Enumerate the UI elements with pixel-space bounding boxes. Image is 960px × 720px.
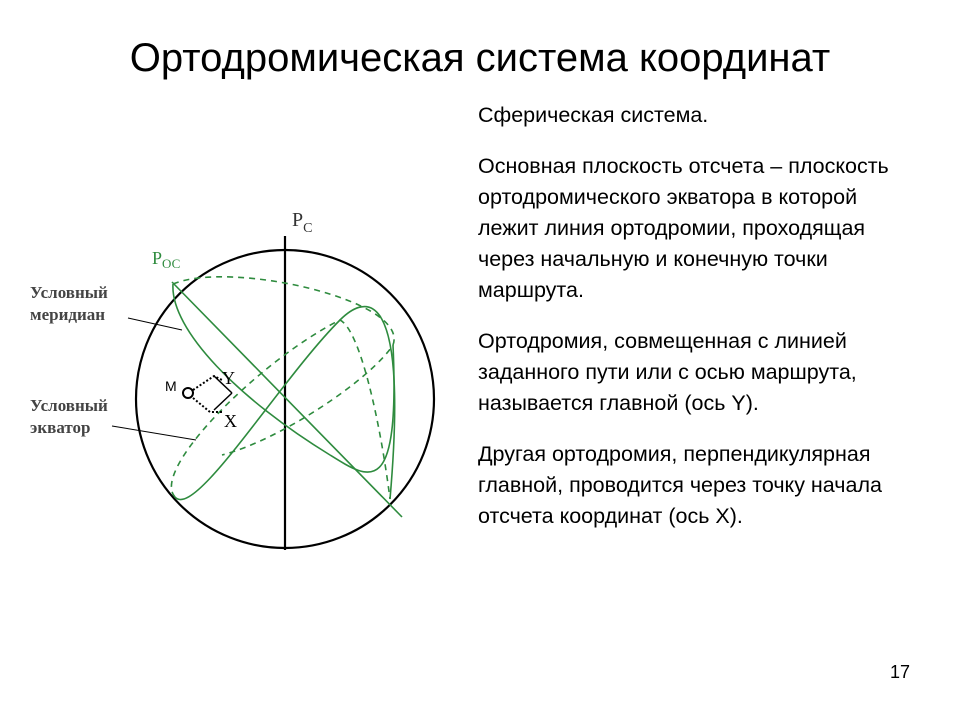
x-axis-dotted — [193, 398, 222, 412]
y-axis-dotted — [193, 376, 222, 390]
pole-c-label: $P_C$ — [292, 209, 313, 236]
axis-y-label: Y — [222, 368, 235, 388]
meridian-label-1: Условный — [30, 283, 108, 302]
meridian-ellipse-front — [173, 284, 394, 472]
paragraph-perpendicular-orthodrome: Другая ортодромия, перпендикулярная главной, проводится через точку начала отсчета координат (ось X). — [478, 442, 882, 528]
meridian-ellipse-back — [173, 277, 394, 455]
equator-label-2: экватор — [30, 418, 91, 437]
meridian-label-2: меридиан — [30, 305, 106, 324]
equator-label-1: Условный — [30, 396, 108, 415]
text-column — [478, 100, 918, 552]
point-m-marker — [183, 388, 193, 398]
paragraph-main-orthodrome: Ортодромия, совмещенная с линией заданного пути или с осью маршрута, называется главной (ось Y). — [478, 329, 857, 415]
page-number: 17 — [889, 662, 910, 682]
paragraph-reference-plane: Основная плоскость отсчета – плоскость ортодромического экватора в которой лежит линия ортодромии, проходящая через начальную и конечную точки маршрута. — [478, 154, 889, 302]
point-m-label: M — [165, 378, 177, 394]
paragraph-spherical-system: Сферическая система. — [478, 103, 709, 127]
axis-x-label: X — [224, 411, 237, 431]
pole-oc-label: $P_{ОС}$ — [152, 248, 181, 271]
equator-pointer-line — [112, 426, 196, 440]
slide-title: Ортодромическая система координат — [129, 36, 831, 80]
